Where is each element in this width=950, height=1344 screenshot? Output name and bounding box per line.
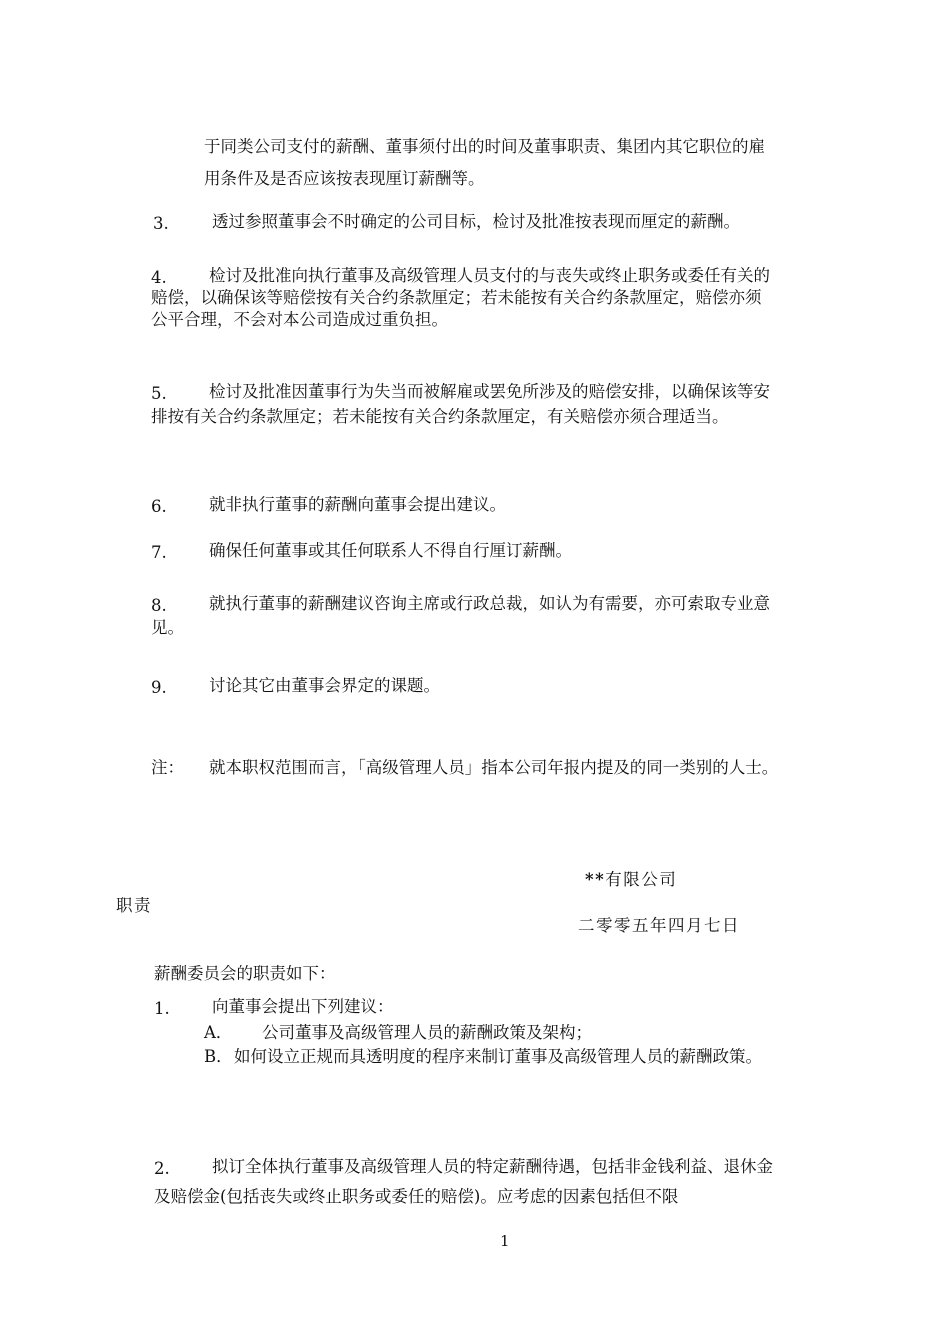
document-date: 二零零五年四月七日	[578, 916, 740, 935]
item-8-number: 8.	[151, 596, 167, 615]
duty-2-number: 2.	[154, 1159, 170, 1178]
item-6-text: 就非执行董事的薪酬向董事会提出建议。	[209, 495, 506, 514]
company-prefix: **	[585, 870, 606, 889]
duty-2-line-1: 拟订全体执行董事及高级管理人员的特定薪酬待遇，包括非金钱利益、退休金	[212, 1157, 773, 1176]
company-name	[585, 872, 677, 889]
duty-2-line-2: 及赔偿金(包括丧失或终止职务或委任的赔偿)。应考虑的因素包括但不限	[154, 1187, 679, 1206]
duty-1-number: 1.	[154, 999, 170, 1018]
sub-item-a-text: 公司董事及高级管理人员的薪酬政策及架构；	[262, 1023, 592, 1042]
item-8-line-2: 见。	[151, 618, 184, 637]
continuation-line-1: 于同类公司支付的薪酬、董事须付出的时间及董事职责、集团内其它职位的雇	[204, 137, 765, 156]
item-9-number: 9.	[151, 678, 167, 697]
item-3-number: 3.	[153, 214, 169, 233]
item-4-line-3: 公平合理，不会对本公司造成过重负担。	[151, 310, 448, 329]
item-7-text: 确保任何董事或其任何联系人不得自行厘订薪酬。	[209, 541, 572, 560]
item-5-line-1: 检讨及批准因董事行为失当而被解雇或罢免所涉及的赔偿安排，以确保该等安	[209, 382, 770, 401]
item-5-line-2: 排按有关合约条款厘定；若未能按有关合约条款厘定，有关赔偿亦须合理适当。	[151, 407, 729, 426]
note-text: 就本职权范围而言，「高级管理人员」指本公司年报内提及的同一类别的人士。	[209, 758, 779, 777]
sub-item-a-label: A．	[204, 1023, 233, 1042]
duties-intro: 薪酬委员会的职责如下：	[154, 964, 336, 983]
page-number: 1	[500, 1232, 510, 1250]
sub-item-b-text: 如何设立正规而具透明度的程序来制订董事及高级管理人员的薪酬政策。	[234, 1047, 762, 1066]
item-4-line-1: 检讨及批准向执行董事及高级管理人员支付的与丧失或终止职务或委任有关的	[209, 266, 770, 285]
company-name-text: 有限公司	[605, 870, 678, 889]
continuation-line-2: 用条件及是否应该按表现厘订薪酬等。	[204, 169, 485, 188]
item-4-line-2: 赔偿，以确保该等赔偿按有关合约条款厘定；若未能按有关合约条款厘定，赔偿亦须	[151, 288, 762, 307]
item-7-number: 7.	[151, 543, 167, 562]
duties-side-label: 职责	[116, 896, 152, 915]
note-label: 注：	[151, 758, 184, 777]
duty-1-text: 向董事会提出下列建议：	[212, 997, 394, 1016]
sub-item-b-label: B．	[204, 1047, 233, 1066]
item-4-number: 4.	[151, 268, 167, 287]
item-3-text: 透过参照董事会不时确定的公司目标，检讨及批准按表现而厘定的薪酬。	[212, 212, 740, 231]
item-6-number: 6.	[151, 497, 167, 516]
item-8-line-1: 就执行董事的薪酬建议咨询主席或行政总裁，如认为有需要，亦可索取专业意	[209, 594, 770, 613]
item-9-text: 讨论其它由董事会界定的课题。	[209, 676, 440, 695]
item-5-number: 5.	[151, 384, 167, 403]
